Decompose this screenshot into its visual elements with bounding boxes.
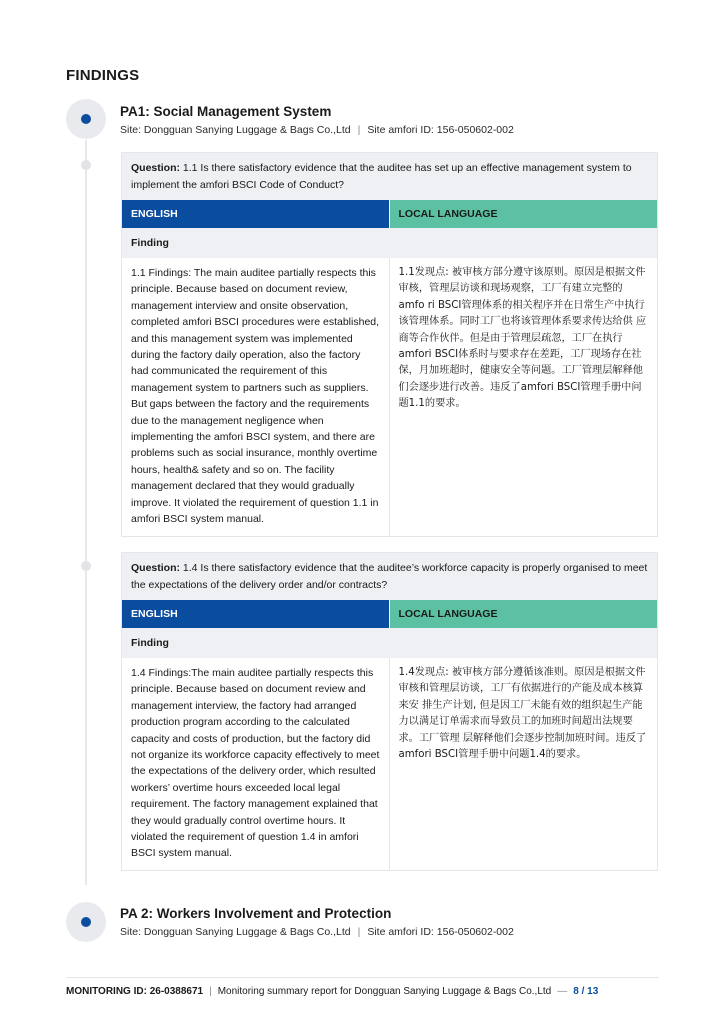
question-marker-icon: [81, 561, 91, 571]
finding-content: [122, 258, 657, 536]
finding-local-language: 1.1发现点: 被审核方部分遵守该原则。原因是根据文件审核，管理层访谈和现场观察，工厂有建立完整的amfo ri BSCI管理体系的相关程序并在日常生产中执行该管理体系。同时工厂也将该管理体系要求传达给供 应商等合作伙伴。但是由于管理层疏忽，工厂在执行amfori BSCI体系时与要求存在差距，工厂现场存在社保，月加班超时，健康安全等问题。工厂管理层解释他们会逐步进行改善。违反了amfori BSCI管理手册中问题1.1的要求。: [398, 267, 647, 410]
site-amfori-id: Site amfori ID: 156-050602-002: [367, 124, 514, 136]
section-title: PA1: Social Management System: [120, 104, 332, 119]
site-amfori-id: Site amfori ID: 156-050602-002: [367, 926, 514, 938]
section-site-line: [120, 124, 514, 136]
column-header-local-language: LOCAL LANGUAGE: [390, 200, 658, 228]
footer-dash: —: [557, 986, 568, 997]
site-name: Site: Dongguan Sanying Luggage & Bags Co.,Ltd: [120, 124, 351, 136]
site-name: Site: Dongguan Sanying Luggage & Bags Co.,Ltd: [120, 926, 351, 938]
finding-content: [122, 658, 657, 870]
section-site-line: [120, 926, 514, 938]
question-block: [121, 552, 658, 871]
monitoring-id: MONITORING ID: 26-0388671: [66, 986, 204, 997]
report-title: Monitoring summary report for Dongguan Sanying Luggage & Bags Co.,Ltd: [217, 986, 552, 997]
finding-local-language: 1.4发现点: 被审核方部分遵循该准则。原因是根据文件审核和管理层访谈，工厂有依据进行的产能及成本核算来安 排生产计划, 但是因工厂未能有效的组织起生产能力以满足订单需求而导致员工的加班时间超出法规要求。工厂管理 层解释他们会逐步控制加班时间。违反了amfori BSCI管理手册中问题1.4的要求。: [398, 667, 647, 761]
column-header-english: ENGLISH: [122, 600, 390, 628]
site-separator: |: [357, 124, 361, 136]
footer-separator: |: [209, 986, 212, 997]
column-header-english: ENGLISH: [122, 200, 390, 228]
question-text: [122, 153, 657, 200]
section-title: PA 2: Workers Involvement and Protection: [120, 906, 392, 921]
column-headers: [122, 600, 657, 628]
site-separator: |: [357, 926, 361, 938]
section-marker-icon: [66, 902, 106, 942]
finding-label: Finding: [122, 228, 657, 258]
page-footer: [66, 986, 598, 997]
question-label: Question:: [131, 562, 180, 574]
question-text: [122, 553, 657, 600]
footer-divider: [66, 977, 659, 978]
finding-english: 1.4 Findings:The main auditee partially respects this principle. Because based on document review and management interview, the factory had arranged production program according to the calculated capacity and costs of production, but the factory did not organize its workforce capacity effectively to meet the expectations of the delivery order, which resulted workers’ overtime hours exceeded local legal requirement. The factory management explained that they would gradually control overtime hours. It violated the requirement of question 1.4 in amfori BSCI system manual.: [122, 658, 390, 870]
question-block: [121, 152, 658, 537]
page-number: 8 / 13: [573, 986, 599, 997]
question-label: Question:: [131, 162, 180, 174]
timeline-line: [85, 140, 87, 885]
question-body: 1.4 Is there satisfactory evidence that the auditee’s workforce capacity is properly organised to meet the expectations of the delivery order and/or contracts?: [131, 562, 648, 591]
question-marker-icon: [81, 160, 91, 170]
page-title: FINDINGS: [66, 67, 140, 84]
finding-label: Finding: [122, 628, 657, 658]
column-headers: [122, 200, 657, 228]
section-marker-icon: [66, 99, 106, 139]
question-body: 1.1 Is there satisfactory evidence that the auditee has set up an effective management system to implement the amfori BSCI Code of Conduct?: [131, 162, 632, 191]
column-header-local-language: LOCAL LANGUAGE: [390, 600, 658, 628]
finding-english: 1.1 Findings: The main auditee partially respects this principle. Because based on document review, management interview and onsite observation, completed amfori BSCI procedures were established, and this management system was implemented during the factory daily operation, also the factory had communicated the requirement of this management system to partners such as suppliers. But gaps between the factory and the requirements due to the management negligence when implementing the amfori BSCI system, and there are problems such as social insurance, monthly overtime hours, health& safety and so on. The facility management declared that they would gradually improve. It violated the requirement of question 1.1 in amfori BSCI system manual.: [122, 258, 390, 536]
